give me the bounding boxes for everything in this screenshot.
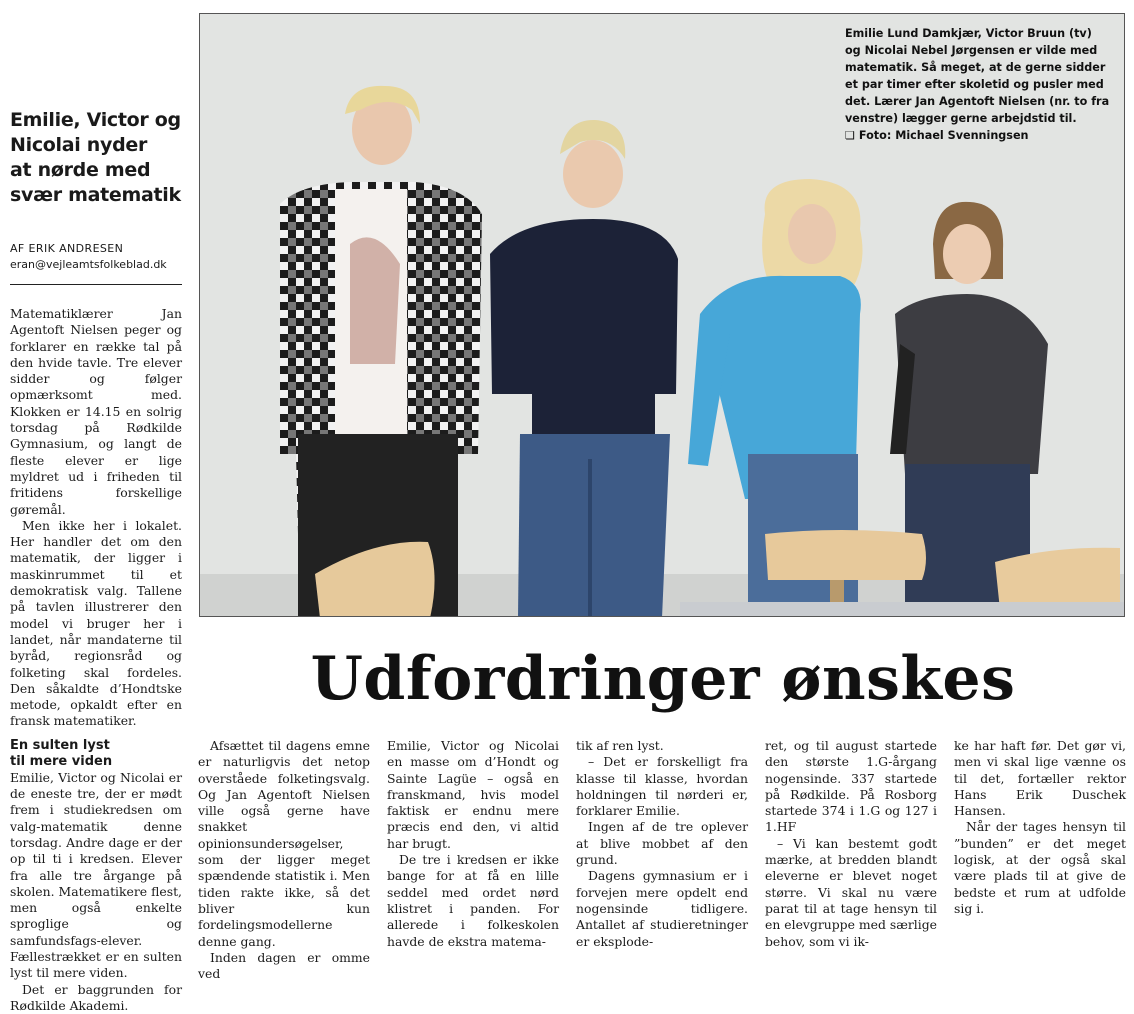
- paragraph: ke har haft før. Det gør vi, men vi skal lige vænne os til det, fortæller rektor Hans Erik Duschek Hansen.: [954, 738, 1126, 819]
- photo-credit: ❏ Foto: Michael Svenningsen: [845, 129, 1029, 142]
- paragraph: – Det er forskelligt fra klasse til klasse, hvordan holdningen til nørderi er, forklarer Emilie.: [576, 754, 748, 819]
- text-column-6: [954, 738, 1126, 917]
- kicker-line: svær matematik: [10, 184, 181, 206]
- paragraph: Dagens gymnasium er i forvejen mere opdelt end nogensinde tidligere. Antallet af studieretninger er eksplode-: [576, 868, 748, 949]
- subheading: [10, 738, 182, 770]
- kicker-line: Nicolai nyder: [10, 134, 148, 156]
- paragraph: Inden dagen er omme ved: [198, 949, 370, 982]
- main-headline: Udfordringer ønskes: [310, 644, 1016, 714]
- paragraph: – Vi kan bestemt godt mærke, at bredden blandt eleverne er blevet noget større. Vi skal nu være parat til at tage hensyn til en elevgruppe med særlige behov, som vi ik-: [765, 835, 937, 949]
- text-column-5: [765, 738, 937, 950]
- paragraph: De tre i kredsen er ikke bange for at få en lille seddel med ordet nørd klistret i panden. For allerede i folkeskolen havde de ekstra matema-: [387, 852, 559, 949]
- caption-line: venstre) lægger gerne arbejdstid til.: [845, 112, 1077, 125]
- paragraph: Emilie, Victor og Nicolai en masse om d’Hondt og Sainte Lagüe – også en franskmand, hvis model faktisk er endnu mere præcis end den, vi altid har brugt.: [387, 738, 559, 851]
- subheading-line: En sulten lyst: [10, 737, 110, 753]
- paragraph: Det er baggrunden for Rødkilde Akademi.: [10, 981, 182, 1013]
- text-column-4: [576, 738, 748, 950]
- kicker-line: at nørde med: [10, 159, 151, 181]
- subheading-line: til mere viden: [10, 753, 113, 769]
- paragraph: Matematiklærer Jan Agentoft Nielsen peger og forklarer en række tal på den hvide tavle. Tre elever sidder og følger opmærksomt med. Klokken er 14.15 en solrig torsdag på Rødkilde Gymnasium, og langt de fleste elever er lige myldret ud i friheden til fritidens forskellige gøremål.: [10, 306, 182, 517]
- paragraph: tik af ren lyst.: [576, 738, 664, 753]
- paragraph: Emilie, Victor og Nicolai er de eneste tre, der er mødt frem i studiekredsen om valg-matematik denne torsdag. Andre dage er der op til ti i kredsen. Elever fra alle tre årgange på skolen. Matematikere flest, men også enkelte sproglige og samfundsfags-elever. Fællestrækket er en sulten lyst til mere viden.: [10, 769, 182, 981]
- caption-line: Emilie Lund Damkjær, Victor Bruun (tv): [845, 27, 1092, 40]
- byline-author: AF ERIK ANDRESEN: [10, 242, 124, 255]
- paragraph: ret, og til august startede den største 1.G-årgang nogensinde. 337 startede på Rødkilde. På Rosborg startede 374 i 1.G og 127 i 1.HF: [765, 738, 937, 835]
- text-column-1: [10, 306, 182, 1014]
- paragraph: Men ikke her i lokalet. Her handler det om den matematik, der ligger i maskinrummet til et demokratisk valg. Tallene på tavlen illustrerer den model vi bruger her i landet, når mandaterne til byråd, regionsråd og folketing skal fordeles. Den såkaldte d’Hondtske metode, opkaldt efter en fransk matematiker.: [10, 517, 182, 729]
- caption-line: det. Lærer Jan Agentoft Nielsen (nr. to fra: [845, 95, 1110, 108]
- text-column-3: [387, 738, 559, 950]
- kicker-line: Emilie, Victor og: [10, 109, 181, 131]
- byline-email[interactable]: eran@vejleamtsfolkeblad.dk: [10, 258, 167, 271]
- byline: [10, 241, 167, 273]
- caption-line: og Nicolai Nebel Jørgensen er vilde med: [845, 44, 1098, 57]
- article-kicker-headline: [10, 108, 190, 208]
- caption-line: et par timer efter skoletid og pusler med: [845, 78, 1104, 91]
- photo-caption: [845, 25, 1115, 144]
- paragraph: Når der tages hensyn til ”bunden” er det meget logisk, at der også skal være plads til at give de bedste et rum at udfolde sig i.: [954, 819, 1126, 916]
- paragraph: Ingen af de tre oplever at blive mobbet af den grund.: [576, 819, 748, 868]
- paragraph: Afsættet til dagens emne er naturligvis det netop overståede folketingsvalg. Og Jan Agentoft Nielsen ville også gerne have snakket opinionsundersøgelser, som der ligger meget spændende statistik i. Men tiden rakte ikke, så det bliver kun fordelingsmodellerne denne gang.: [198, 738, 370, 949]
- byline-divider: [10, 284, 182, 285]
- caption-line: matematik. Så meget, at de gerne sidder: [845, 61, 1106, 74]
- text-column-2: [198, 738, 370, 982]
